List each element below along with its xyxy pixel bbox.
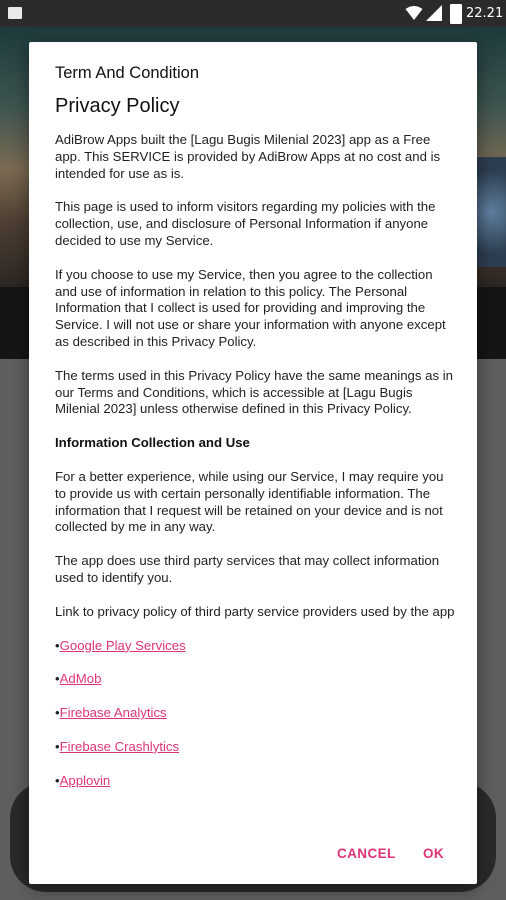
link-item-admob [55, 671, 455, 688]
bullet: • [55, 705, 60, 721]
scroll-fade [29, 802, 477, 822]
firebase-analytics-link[interactable]: Firebase Analytics [59, 705, 167, 721]
link-item-firebase-analytics [55, 705, 455, 722]
policy-paragraph: The terms used in this Privacy Policy have the same meanings as in our Terms and Conditions, which is accessible at [Lagu Bugis Milenial 2023] unless otherwise defined in this Privacy Policy. [55, 367, 454, 417]
bullet: • [55, 738, 60, 754]
status-time: 22.21 [466, 6, 504, 21]
applovin-link[interactable]: Applovin [59, 772, 111, 788]
dialog-title: Term And Condition [55, 64, 199, 82]
notification-icon [8, 7, 22, 19]
admob-link[interactable]: AdMob [59, 671, 102, 687]
dialog-scroll-content[interactable] [55, 94, 455, 816]
link-item-applovin [55, 773, 455, 790]
bullet: • [55, 772, 60, 788]
firebase-crashlytics-link[interactable]: Firebase Crashlytics [59, 738, 180, 754]
wifi-icon [405, 5, 423, 21]
link-item-google-play-services [55, 638, 455, 655]
terms-dialog [29, 42, 477, 884]
bullet: • [55, 671, 60, 687]
status-bar [0, 0, 506, 27]
ok-button[interactable]: OK [417, 842, 450, 865]
policy-paragraph: AdiBrow Apps built the [Lagu Bugis Milenial 2023] app as a Free app. This SERVICE is provided by AdiBrow Apps at no cost and is intended for use as is. [55, 132, 441, 181]
dialog-actions [29, 822, 477, 884]
section-paragraph: The app does use third party services that may collect information used to identify you. [55, 553, 440, 585]
cancel-button[interactable]: CANCEL [331, 842, 402, 865]
section-heading: Information Collection and Use [55, 435, 250, 451]
link-item-firebase-crashlytics [55, 739, 455, 756]
battery-icon [450, 4, 462, 24]
privacy-policy-heading: Privacy Policy [55, 95, 180, 117]
section-paragraph: For a better experience, while using our Service, I may require you to provide us with certain personally identifiable information. The information that I request will be retained on your device and is not collected by me in any way. [55, 468, 444, 535]
section-paragraph: Link to privacy policy of third party service providers used by the app [55, 603, 455, 619]
policy-paragraph: This page is used to inform visitors regarding my policies with the collection, use, and disclosure of Personal Information if anyone decided to use my Service. [55, 199, 436, 248]
signal-icon [426, 5, 442, 21]
bullet: • [55, 637, 60, 653]
policy-paragraph: If you choose to use my Service, then you agree to the collection and use of information in relation to this policy. The Personal Information that I collect is used for providing and improving the Service. I will not use or share your information with anyone except as described in this Privacy Policy. [55, 266, 446, 349]
google-play-services-link[interactable]: Google Play Services [59, 637, 186, 653]
